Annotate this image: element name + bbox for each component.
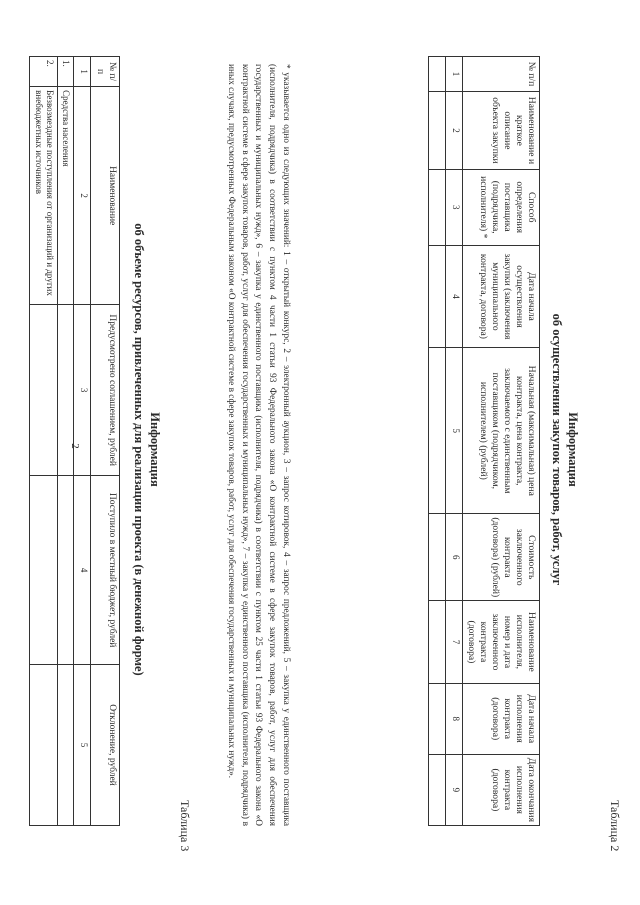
table2-header: Дата начала исполнения контракта (договора) xyxy=(463,683,540,754)
table3-header: Поступило в местный бюджет, рублей xyxy=(91,476,120,665)
page-number: 2 xyxy=(68,443,81,449)
table3-col-number: 1 xyxy=(74,57,91,87)
table2-number-row xyxy=(446,57,463,826)
table2-col-number: 7 xyxy=(446,601,463,683)
table3-col-number: 5 xyxy=(74,665,91,826)
table3-row xyxy=(30,57,58,826)
table3-title-line2: об объеме ресурсов, привлеченных для реализации проекта (в денежной форме) xyxy=(132,223,146,676)
table2-header: Наименование и краткое описание объекта закупки xyxy=(463,92,540,170)
table2-label: Таблица 2 xyxy=(608,800,622,852)
table2-header: № п/п xyxy=(463,57,540,92)
table2-col-number: 5 xyxy=(446,348,463,514)
table2-header-row xyxy=(463,57,540,826)
table3-row xyxy=(58,57,74,826)
table2-col-number: 1 xyxy=(446,57,463,92)
table3-header-row xyxy=(91,57,120,826)
table3-header: Предусмотрено соглашением, рублей xyxy=(91,305,120,476)
table3-number-row xyxy=(74,57,91,826)
table2-header: Дата окончания исполнения контракта (договора) xyxy=(463,754,540,825)
table3-header: Отклонение, рублей xyxy=(91,665,120,826)
table2-header: Начальная (максимальная) цена контракта, цена контракта, заключаемого с единственным поставщиком (подрядчиком, исполнителем) (рублей) xyxy=(463,348,540,514)
table3 xyxy=(30,56,121,826)
table2-col-number: 8 xyxy=(446,683,463,754)
table2-col-number: 6 xyxy=(446,514,463,601)
table3-row-name: Безвозмездные поступления от организаций и других внебюджетных источников xyxy=(30,87,58,305)
table2-col-number: 9 xyxy=(446,754,463,825)
table3-col-number: 4 xyxy=(74,476,91,665)
table2 xyxy=(428,56,540,826)
table2-header: Способ определения поставщика (подрядчика, исполнителя) * xyxy=(463,169,540,245)
table3-col-number: 3 xyxy=(74,305,91,476)
footnote: * указывается одно из следующих значений: 1 – открытый конкурс, 2 – электронный аукцион, 3 – запрос котировок, 4 – запрос предложений, 5 – закупка у единственного поставщика (исполнителя, подрядчика) в соответствии с пунктом 4 части 1 статьи 93 Федерального закона «О контрактной системе в сфере закупок товаров, работ, услуг для обеспечения государственных и муниципальных нужд», 6 – закупка у единственного поставщика (исполнителя, подрядчика) в соответствии с пунктом 25 части 1 статьи 93 Федерального закона «О контрактной системе в сфере закупок товаров, работ, услуг для обеспечения государственных и муниципальных нужд», 7 – закупка у единственного поставщика (исполнителя, подрядчика) в иных случаях, предусмотренных Федеральным законом «О контрактной системе в сфере закупок товаров, работ, услуг для обеспечения государственных и муниципальных нужд». xyxy=(226,64,291,826)
table3-row-number: 1. xyxy=(58,57,74,87)
table3-col-number: 2 xyxy=(74,87,91,305)
table2-col-number: 3 xyxy=(446,169,463,245)
table2-header: Наименование исполнителя, номер и дата заключенного контракта (договора) xyxy=(463,601,540,683)
table3-row-number: 2. xyxy=(30,57,58,87)
table2-title-line2: об осуществлении закупок товаров, работ, услуг xyxy=(550,313,564,586)
table2-empty-row xyxy=(429,57,446,826)
table3-title-line1: Информация xyxy=(148,412,162,487)
table3-label: Таблица 3 xyxy=(178,800,192,852)
table2-header: Дата начала осуществления закупки (заключения муниципального контракта, договора) xyxy=(463,245,540,348)
table2-title-line1: Информация xyxy=(566,412,580,487)
table3-header: № п/п xyxy=(91,57,120,87)
table2-col-number: 2 xyxy=(446,92,463,170)
table2-header: Стоимость заключенного контракта (договора) (рублей) xyxy=(463,514,540,601)
table3-row-name: Средства населения xyxy=(58,87,74,305)
table3-header: Наименование xyxy=(91,87,120,305)
table2-col-number: 4 xyxy=(446,245,463,348)
